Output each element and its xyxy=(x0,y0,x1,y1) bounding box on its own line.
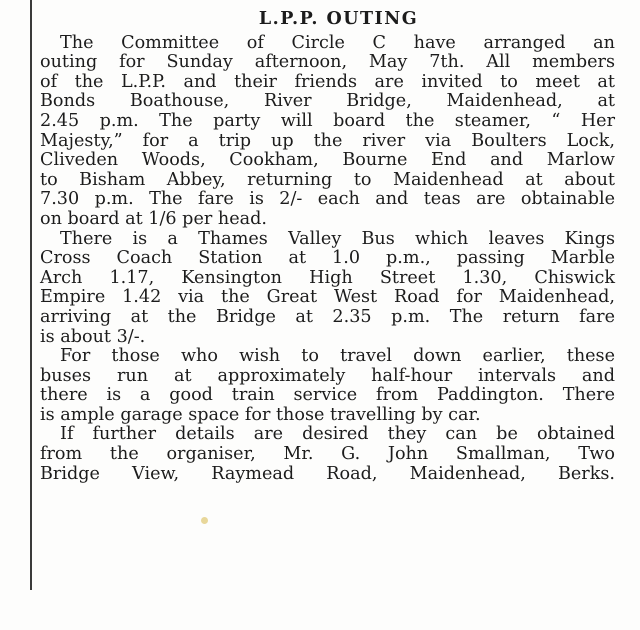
text-line: buses run at approximately half-hour intervals and xyxy=(40,365,615,386)
text-line: Cliveden Woods, Cookham, Bourne End and Marlow xyxy=(40,150,615,171)
text-line: Cross Coach Station at 1.0 p.m., passing Marble xyxy=(40,248,615,269)
text-line: is about 3/-. xyxy=(40,326,146,347)
paper-stain xyxy=(201,517,208,524)
paragraph-earlier-travel xyxy=(40,347,615,425)
paragraph-bus xyxy=(40,230,615,348)
text-line: outing for Sunday afternoon, May 7th. All members xyxy=(40,52,615,73)
paragraph-organiser xyxy=(40,425,615,484)
text-line: on board at 1/6 per head. xyxy=(40,208,267,229)
article-title: L.P.P. OUTING xyxy=(258,9,419,29)
text-line: to Bisham Abbey, returning to Maidenhead at about xyxy=(40,169,615,190)
text-line: There is a Thames Valley Bus which leaves Kings xyxy=(60,228,615,249)
text-line: The Committee of Circle C have arranged an xyxy=(60,32,615,53)
text-line: 7.30 p.m. The fare is 2/- each and teas are obtainable xyxy=(40,189,615,210)
article xyxy=(40,10,615,484)
column-rule xyxy=(30,0,32,590)
text-line: from the organiser, Mr. G. John Smallman, Two xyxy=(40,444,615,465)
text-line: of the L.P.P. and their friends are invited to meet at xyxy=(40,71,615,92)
text-line: Empire 1.42 via the Great West Road for Maidenhead, xyxy=(40,287,615,308)
text-line: If further details are desired they can be obtained xyxy=(60,424,615,445)
text-line: For those who wish to travel down earlier, these xyxy=(60,346,615,367)
text-line: Bonds Boathouse, River Bridge, Maidenhead, at xyxy=(40,91,615,112)
text-line: 2.45 p.m. The party will board the steamer, “ Her xyxy=(40,110,615,131)
text-line: Arch 1.17, Kensington High Street 1.30, Chiswick xyxy=(40,267,615,288)
text-line: there is a good train service from Paddington. There xyxy=(40,385,615,406)
text-line: Bridge View, Raymead Road, Maidenhead, Berks. xyxy=(40,463,615,484)
text-line: arriving at the Bridge at 2.35 p.m. The return fare xyxy=(40,306,615,327)
paragraph-committee xyxy=(40,34,615,230)
text-line: Majesty,” for a trip up the river via Boulters Lock, xyxy=(40,130,615,151)
text-line: is ample garage space for those travelling by car. xyxy=(40,404,481,425)
